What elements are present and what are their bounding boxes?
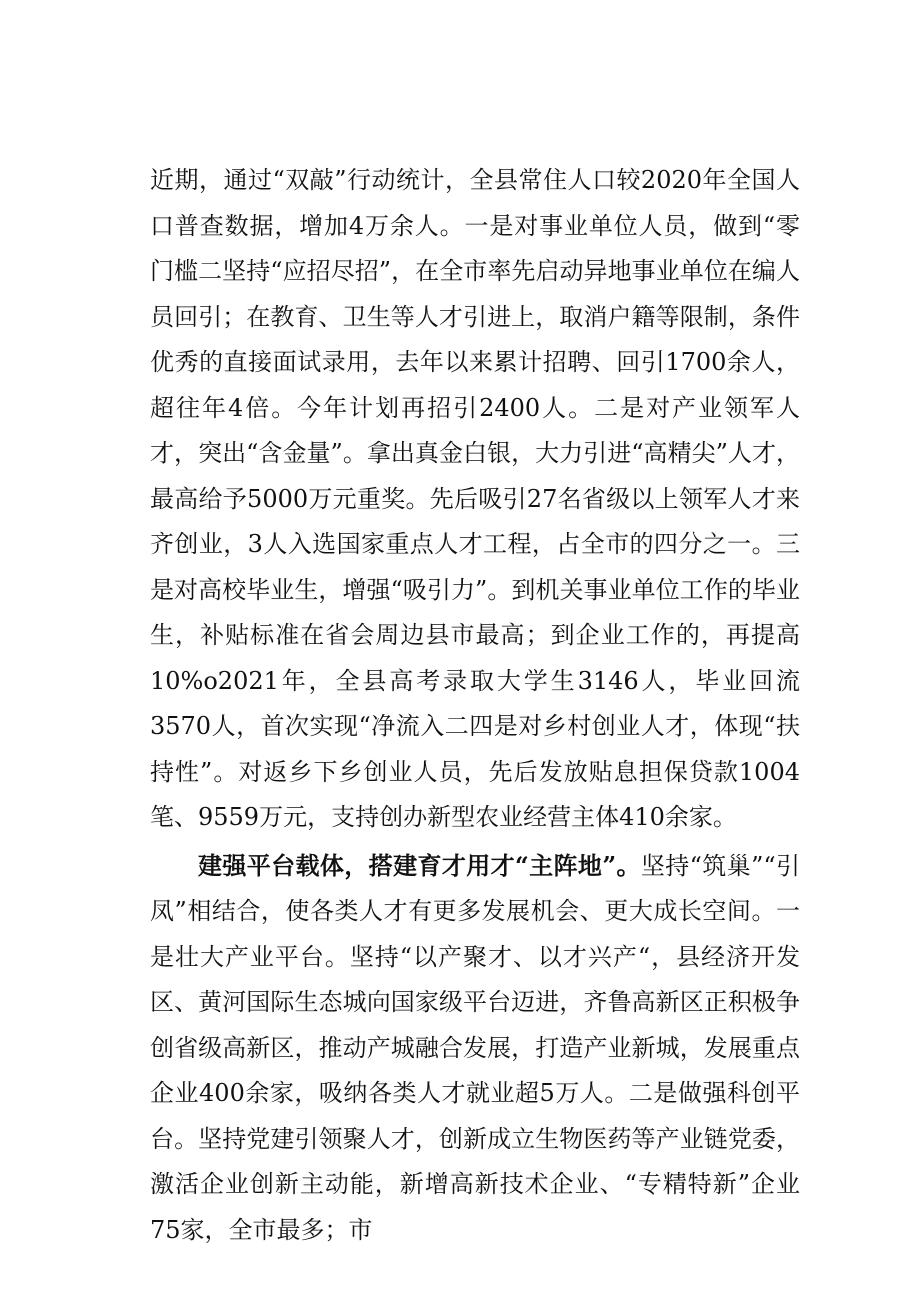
document-body	[150, 158, 800, 1253]
paragraph-platform-carrier	[150, 843, 800, 1254]
paragraph-1-text: 近期，通过“双敲”行动统计，全县常住人口较2020年全国人口普查数据，增加4万余人。一是对事业单位人员，做到“零门槛二坚持“应招尽招”，在全市率先启动异地事业单位在编人员回引；在教育、卫生等人才引进上，取消户籍等限制，条件优秀的直接面试录用，去年以来累计招聘、回引1700余人，超往年4倍。今年计划再招引2400人。二是对产业领军人才，突出“含金量”。拿出真金白银，大力引进“高精尖”人才，最高给予5000万元重奖。先后吸引27名省级以上领军人才来齐创业，3人入选国家重点人才工程，占全市的四分之一。三是对高校毕业生，增强“吸引力”。到机关事业单位工作的毕业生，补贴标准在省会周边县市最高；到企业工作的，再提高10%o2021年，全县高考录取大学生3146人，毕业回流3570人，首次实现“净流入二四是对乡村创业人才，体现“扶持性”。对返乡下乡创业人员，先后发放贴息担保贷款1004笔、9559万元，支持创办新型农业经营主体410余家。	[150, 166, 800, 831]
paragraph-2-text: 坚持“筑巢”“引凤”相结合，使各类人才有更多发展机会、更大成长空间。一是壮大产业平台。坚持“以产聚才、以才兴产“，县经济开发区、黄河国际生态城向国家级平台迈进，齐鲁高新区正积极争创省级高新区，推动产城融合发展，打造产业新城，发展重点企业400余家，吸纳各类人才就业超5万人。二是做强科创平台。坚持党建引领聚人才，创新成立生物医药等产业链党委，激活企业创新主动能，新增高新技术企业、“专精特新”企业75家，全市最多；市	[150, 851, 800, 1244]
paragraph-2-lead-heading: 建强平台载体，搭建育才用才“主阵地”。	[198, 850, 641, 880]
paragraph-population-talent	[150, 158, 800, 841]
